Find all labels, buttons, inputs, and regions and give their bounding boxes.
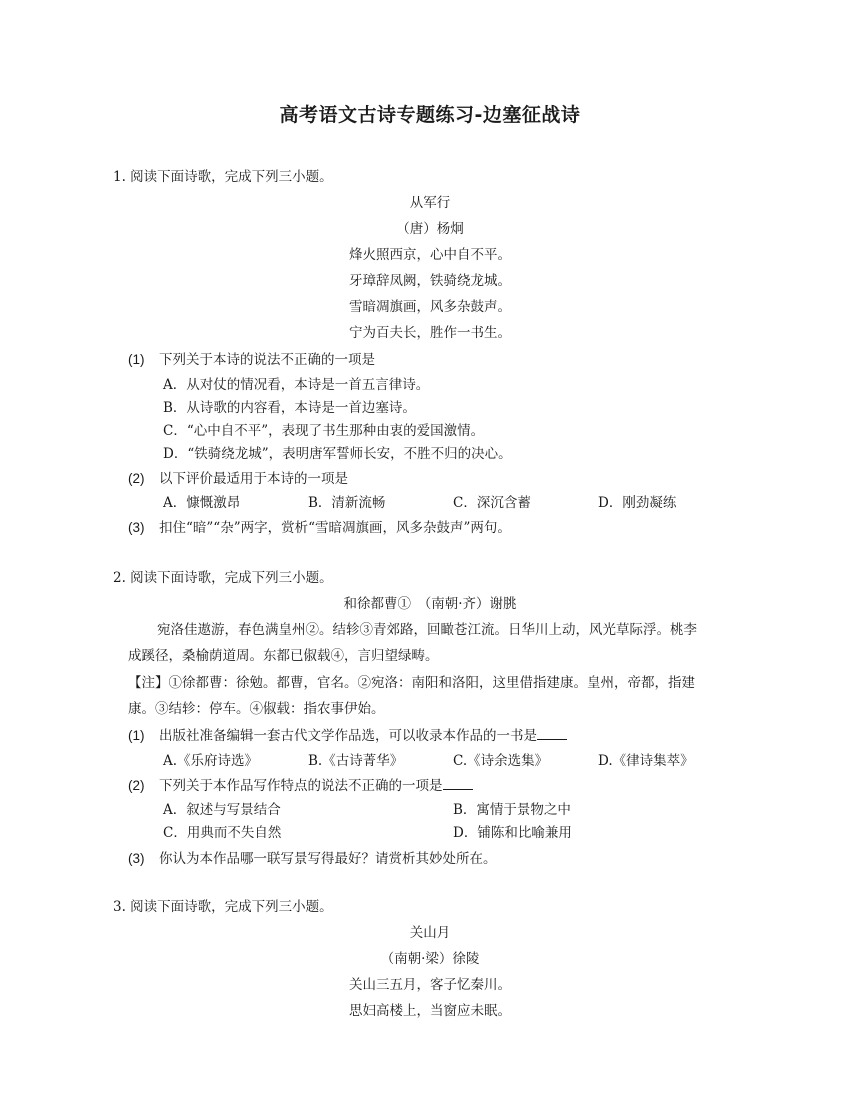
q2-subquestion-2: [128, 774, 473, 794]
subquestion-text: 以下评价最适用于本诗的一项是: [159, 471, 348, 487]
subquestion-text: 下列关于本诗的说法不正确的一项是: [159, 352, 375, 368]
subquestion-number: (1): [128, 728, 145, 743]
q2-subquestion-1: [128, 724, 567, 744]
page-title: 高考语文古诗专题练习-边塞征战诗: [279, 104, 581, 126]
option-c: C．“心中自不平”，表现了书生那种由衷的爱国激情。: [163, 423, 485, 439]
q1-poem-title: 从军行: [409, 195, 451, 211]
question-3-head: 3. 阅读下面诗歌，完成下列三小题。: [113, 899, 333, 915]
answer-blank: [443, 777, 473, 790]
q2-note: 康。③结轸：停车。④俶载：指农事伊始。: [128, 701, 385, 717]
q3-poem-line: 关山三五月，客子忆秦川。: [349, 977, 511, 993]
q2-poem-body: 宛洛佳遨游，春色满皇州②。结轸③青郊路，回瞰苍江流。日华川上动，风光草际浮。桃李: [157, 622, 697, 638]
option-c: C.《诗余选集》: [453, 753, 549, 769]
question-2-head: 2. 阅读下面诗歌，完成下列三小题。: [113, 570, 333, 586]
subquestion-number: (3): [128, 520, 145, 535]
option-c: C．用典而不失自然: [163, 825, 282, 841]
subquestion-text: 下列关于本作品写作特点的说法不正确的一项是: [159, 778, 443, 794]
q1-poem-line: 宁为百夫长，胜作一书生。: [349, 325, 511, 341]
subquestion-number: (3): [128, 851, 145, 866]
option-b: B．寓情于景物之中: [453, 802, 571, 818]
q1-poem-line: 烽火照西京，心中自不平。: [349, 247, 511, 263]
question-1-head: 1. 阅读下面诗歌，完成下列三小题。: [113, 169, 333, 185]
option-b: B．清新流畅: [308, 495, 386, 511]
option-d: D．刚劲凝练: [598, 495, 677, 511]
subquestion-number: (1): [128, 352, 145, 367]
q2-subquestion-3: [128, 847, 497, 867]
answer-blank: [537, 727, 567, 740]
option-d: D．铺陈和比喻兼用: [453, 825, 572, 841]
option-b: B.《古诗菁华》: [308, 753, 404, 769]
q1-subquestion-2: [128, 467, 348, 487]
q3-poem-line: 思妇高楼上，当窗应未眠。: [349, 1003, 511, 1019]
option-a: A.《乐府诗选》: [163, 753, 259, 769]
q1-poem-author: （唐）杨炯: [396, 221, 464, 237]
option-b: B．从诗歌的内容看，本诗是一首边塞诗。: [163, 400, 416, 416]
q1-poem-line: 雪暗凋旗画，风多杂鼓声。: [349, 299, 511, 315]
q3-poem-title: 关山月: [409, 925, 451, 941]
q1-subquestion-3: [128, 516, 511, 536]
q2-note: 【注】①徐都曹：徐勉。都曹，官名。②宛洛：南阳和洛阳，这里借指建康。皇州，帝都，指建: [128, 675, 695, 691]
q2-poem-title: 和徐都曹① （南朝·齐）谢朓: [343, 596, 517, 612]
subquestion-number: (2): [128, 778, 145, 793]
q1-poem-line: 牙璋辞凤阙，铁骑绕龙城。: [349, 273, 511, 289]
option-a: A．慷慨激昂: [163, 495, 241, 511]
q3-poem-author: （南朝·梁）徐陵: [380, 951, 480, 967]
subquestion-text: 出版社准备编辑一套古代文学作品选，可以收录本作品的一书是: [159, 728, 537, 744]
option-a: A．叙述与写景结合: [163, 802, 281, 818]
subquestion-number: (2): [128, 471, 145, 486]
subquestion-text: 扣住“暗”“杂”两字，赏析“雪暗凋旗画，风多杂鼓声”两句。: [159, 520, 511, 536]
q1-subquestion-1: [128, 348, 375, 368]
q2-poem-body: 成蹊径，桑榆荫道周。东都已俶载④，言归望绿畴。: [128, 648, 439, 664]
option-a: A．从对仗的情况看，本诗是一首五言律诗。: [163, 377, 430, 393]
subquestion-text: 你认为本作品哪一联写景写得最好？请赏析其妙处所在。: [159, 851, 497, 867]
option-d: D．“铁骑绕龙城”，表明唐军誓师长安，不胜不归的决心。: [163, 446, 512, 462]
option-d: D.《律诗集萃》: [598, 753, 694, 769]
option-c: C．深沉含蓄: [453, 495, 531, 511]
